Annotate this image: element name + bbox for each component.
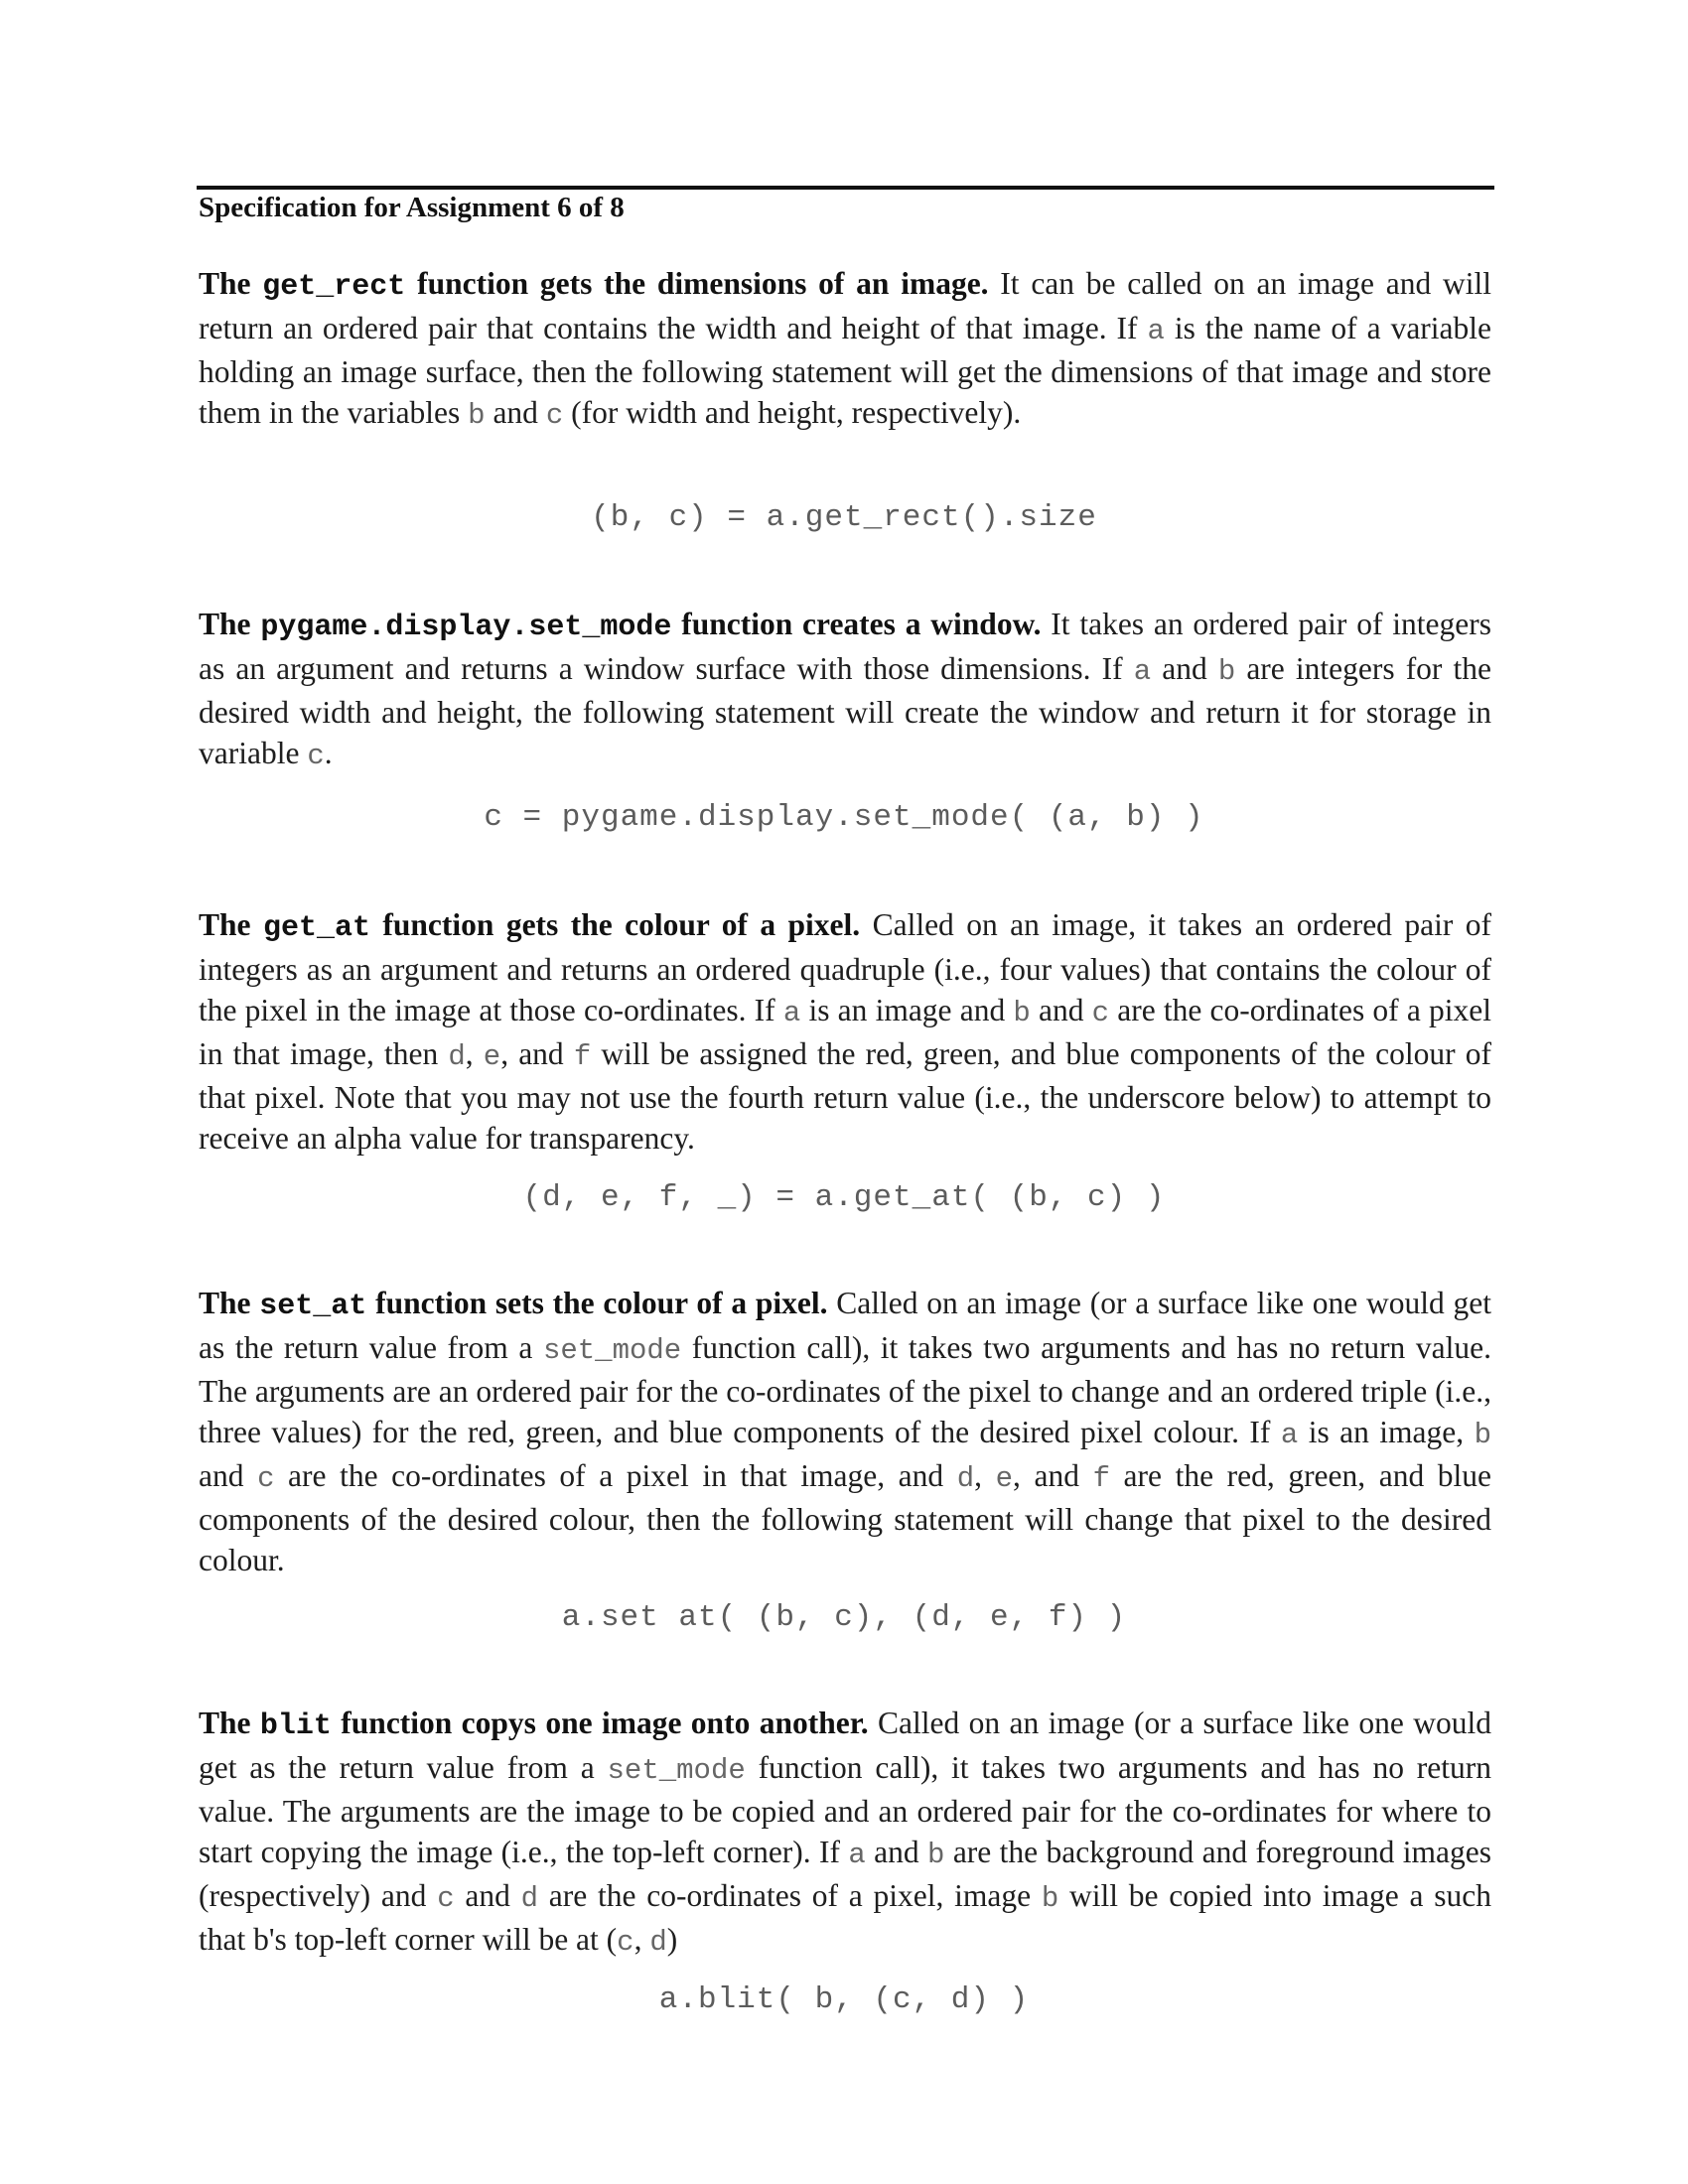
section-heading: The pygame.display.set_mode function creates a window. [199,607,1042,644]
section-heading: The set_at function sets the colour of a pixel. [199,1286,828,1323]
page-header: Specification for Assignment 6 of 8 [199,192,625,223]
section-blit: The blit function copys one image onto another. Called on an image (or a surface like one would get as the return value from a set_mode function call), it takes two arguments and has no return value. The arguments are the image to be copied and an ordered pair for the co-ordinates for where to start copying the image (i.e., the top-left corner). If a and b are the background and foreground images (respectively) and c and d are the co-ordinates of a pixel, image b will be copied into image a such that b's top-left corner will be at (c, d) [199,1706,1492,1959]
code-example-get-at: (d, e, f, _) = a.get_at( (b, c) ) [522,1180,1166,1215]
code-example-get-rect: (b, c) = a.get_rect().size [591,500,1097,535]
header-rule [197,186,1494,190]
section-set-at: The set_at function sets the colour of a pixel. Called on an image (or a surface like one would get as the return value from a set_mode function call), it takes two arguments and has no return value. The arguments are an ordered pair for the co-ordinates of the pixel to change and an ordered triple (i.e., three values) for the red, green, and blue components of the desired pixel colour. If a is an image, b and c are the co-ordinates of a pixel in that image, and d, e, and f are the red, green, and blue components of the desired colour, then the following statement will change that pixel to the desired colour. [199,1286,1492,1577]
code-example-set-at: a.set at( (b, c), (d, e, f) ) [561,1600,1127,1635]
section-set-mode: The pygame.display.set_mode function creates a window. It takes an ordered pair of integers as an argument and returns a window surface with those dimensions. If a and b are integers for the desired width and height, the following statement will create the window and return it for storage in variable c. [199,607,1491,772]
section-get-rect: The get_rect function gets the dimensions of an image. It can be called on an image and will return an ordered pair that contains the width and height of that image. If a is the name of a variable holding an image surface, then the following statement will get the dimensions of that image and store them in the variables b and c (for width and height, respectively). [199,266,1492,432]
section-heading: The get_at function gets the colour of a pixel. [199,907,861,945]
section-heading: The get_rect function gets the dimensions of an image. [199,266,989,304]
section-heading: The blit function copys one image onto another. [199,1706,869,1743]
section-get-at: The get_at function gets the colour of a pixel. Called on an image, it takes an ordered pair of integers as an argument and returns an ordered quadruple (i.e., four values) that contains the colour of the pixel in the image at those co-ordinates. If a is an image and b and c are the co-ordinates of a pixel in that image, then d, e, and f will be assigned the red, green, and blue components of the colour of that pixel. Note that you may not use the fourth return value (i.e., the underscore below) to attempt to receive an alpha value for transparency. [199,907,1492,1156]
code-example-set-mode: c = pygame.display.set_mode( (a, b) ) [484,800,1204,835]
code-example-blit: a.blit( b, (c, d) ) [658,1982,1030,2017]
